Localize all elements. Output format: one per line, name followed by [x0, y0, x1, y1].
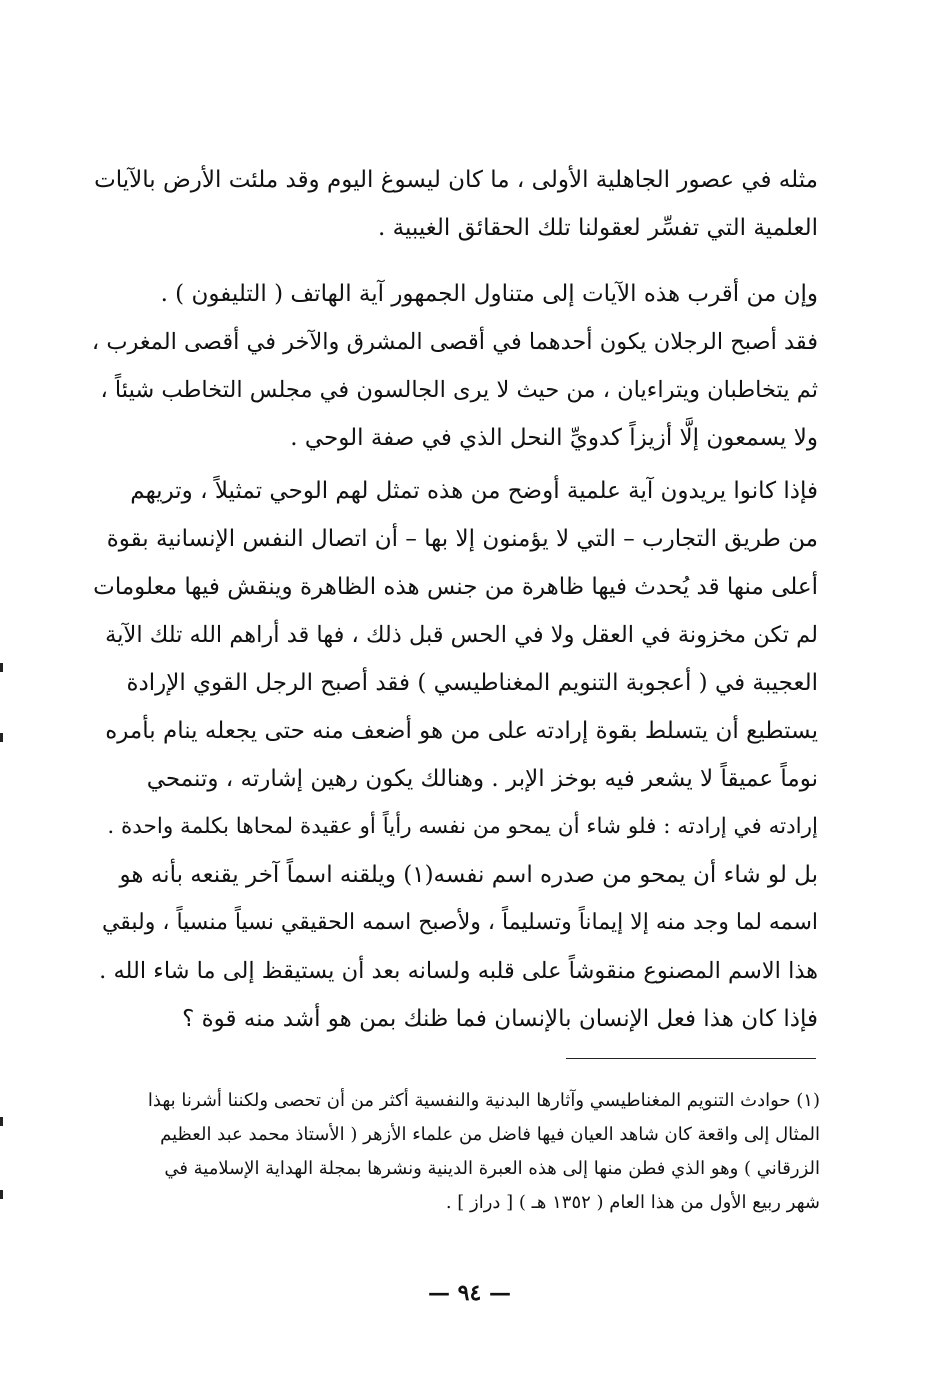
text-line: مثله في عصور الجاهلية الأولى ، ما كان ليسوغ اليوم وقد ملئت الأرض بالآيات	[94, 167, 818, 193]
text-line: فإذا كان هذا فعل الإنسان بالإنسان فما ظنك بمن هو أشد منه قوة ؟	[182, 1006, 818, 1032]
paragraph-1	[92, 156, 818, 252]
text-line: لم تكن مخزونة في العقل ولا في الحس قبل ذلك ، فها قد أراهم الله تلك الآية	[105, 622, 818, 648]
text-line: فإذا كانوا يريدون آية علمية أوضح من هذه تمثل لهم الوحي تمثيلاً ، وتريهم	[130, 478, 818, 504]
scan-edge-mark	[0, 1117, 3, 1126]
text-line: من طريق التجارب – التي لا يؤمنون إلا بها – أن اتصال النفس الإنسانية بقوة	[106, 526, 818, 552]
text-line: يستطيع أن يتسلط بقوة إرادته على من هو أضعف منه حتى يجعله ينام بأمره	[105, 718, 818, 744]
page-number: — ٩٤ —	[428, 1280, 511, 1306]
text-line: نوماً عميقاً لا يشعر فيه بوخز الإبر . وهنالك يكون رهين إشارته ، وتنمحي	[146, 766, 818, 792]
paragraph-3	[92, 467, 818, 1043]
footnote-line: (١) حوادث التنويم المغناطيسي وآثارها البدنية والنفسية أكثر من أن تحصى ولكننا أشرنا بهذا	[147, 1090, 820, 1111]
footnote-line: المثال إلى واقعة كان شاهد العيان فيها فاضل من علماء الأزهر ( الأستاذ محمد عبد العظيم	[160, 1124, 820, 1145]
scan-edge-mark	[0, 733, 3, 742]
text-line: إرادته في إرادته : فلو شاء أن يمحو من نفسه رأياً أو عقيدة لمحاها بكلمة واحدة .	[107, 814, 818, 839]
text-line: العلمية التي تفسِّر لعقولنا تلك الحقائق الغيبية .	[377, 215, 818, 241]
scan-edge-mark	[0, 1190, 3, 1199]
footnote-line: الزرقاني ) وهو الذي فطن منها إلى هذه العبرة الدينية ونشرها بمجلة الهداية الإسلامية في	[164, 1158, 820, 1179]
footnote-line: شهر ربيع الأول من هذا العام ( ١٣٥٢ هـ ) [ دراز ] .	[445, 1192, 820, 1213]
footnote-separator	[566, 1058, 816, 1059]
text-line: فقد أصبح الرجلان يكون أحدهما في أقصى المشرق والآخر في أقصى المغرب ،	[91, 329, 818, 355]
text-line: وإن من أقرب هذه الآيات إلى متناول الجمهور آية الهاتف ( التليفون ) .	[160, 281, 818, 307]
text-line: ثم يتخاطبان ويتراءيان ، من حيث لا يرى الجالسون في مجلس التخاطب شيئاً ،	[100, 377, 818, 403]
text-line: العجيبة في ( أعجوبة التنويم المغناطيسي ) فقد أصبح الرجل القوي الإرادة	[126, 670, 818, 696]
text-line: بل لو شاء أن يمحو من صدره اسم نفسه(١) ويلقنه اسماً آخر يقنعه بأنه هو	[119, 862, 818, 888]
footnote	[92, 1084, 820, 1220]
text-line: هذا الاسم المصنوع منقوشاً على قلبه ولسانه بعد أن يستيقظ إلى ما شاء الله .	[99, 958, 818, 984]
scan-edge-mark	[0, 663, 3, 672]
text-line: اسمه لما وجد منه إلا إيماناً وتسليماً ، ولأصبح اسمه الحقيقي نسياً منسياً ، ولبقي	[101, 910, 818, 935]
text-line: ولا يسمعون إلَّا أزيزاً كدويِّ النحل الذي في صفة الوحي .	[290, 425, 818, 451]
text-line: أعلى منها قد يُحدث فيها ظاهرة من جنس هذه الظاهرة وينقش فيها معلومات	[93, 574, 818, 600]
paragraph-2	[92, 270, 818, 462]
